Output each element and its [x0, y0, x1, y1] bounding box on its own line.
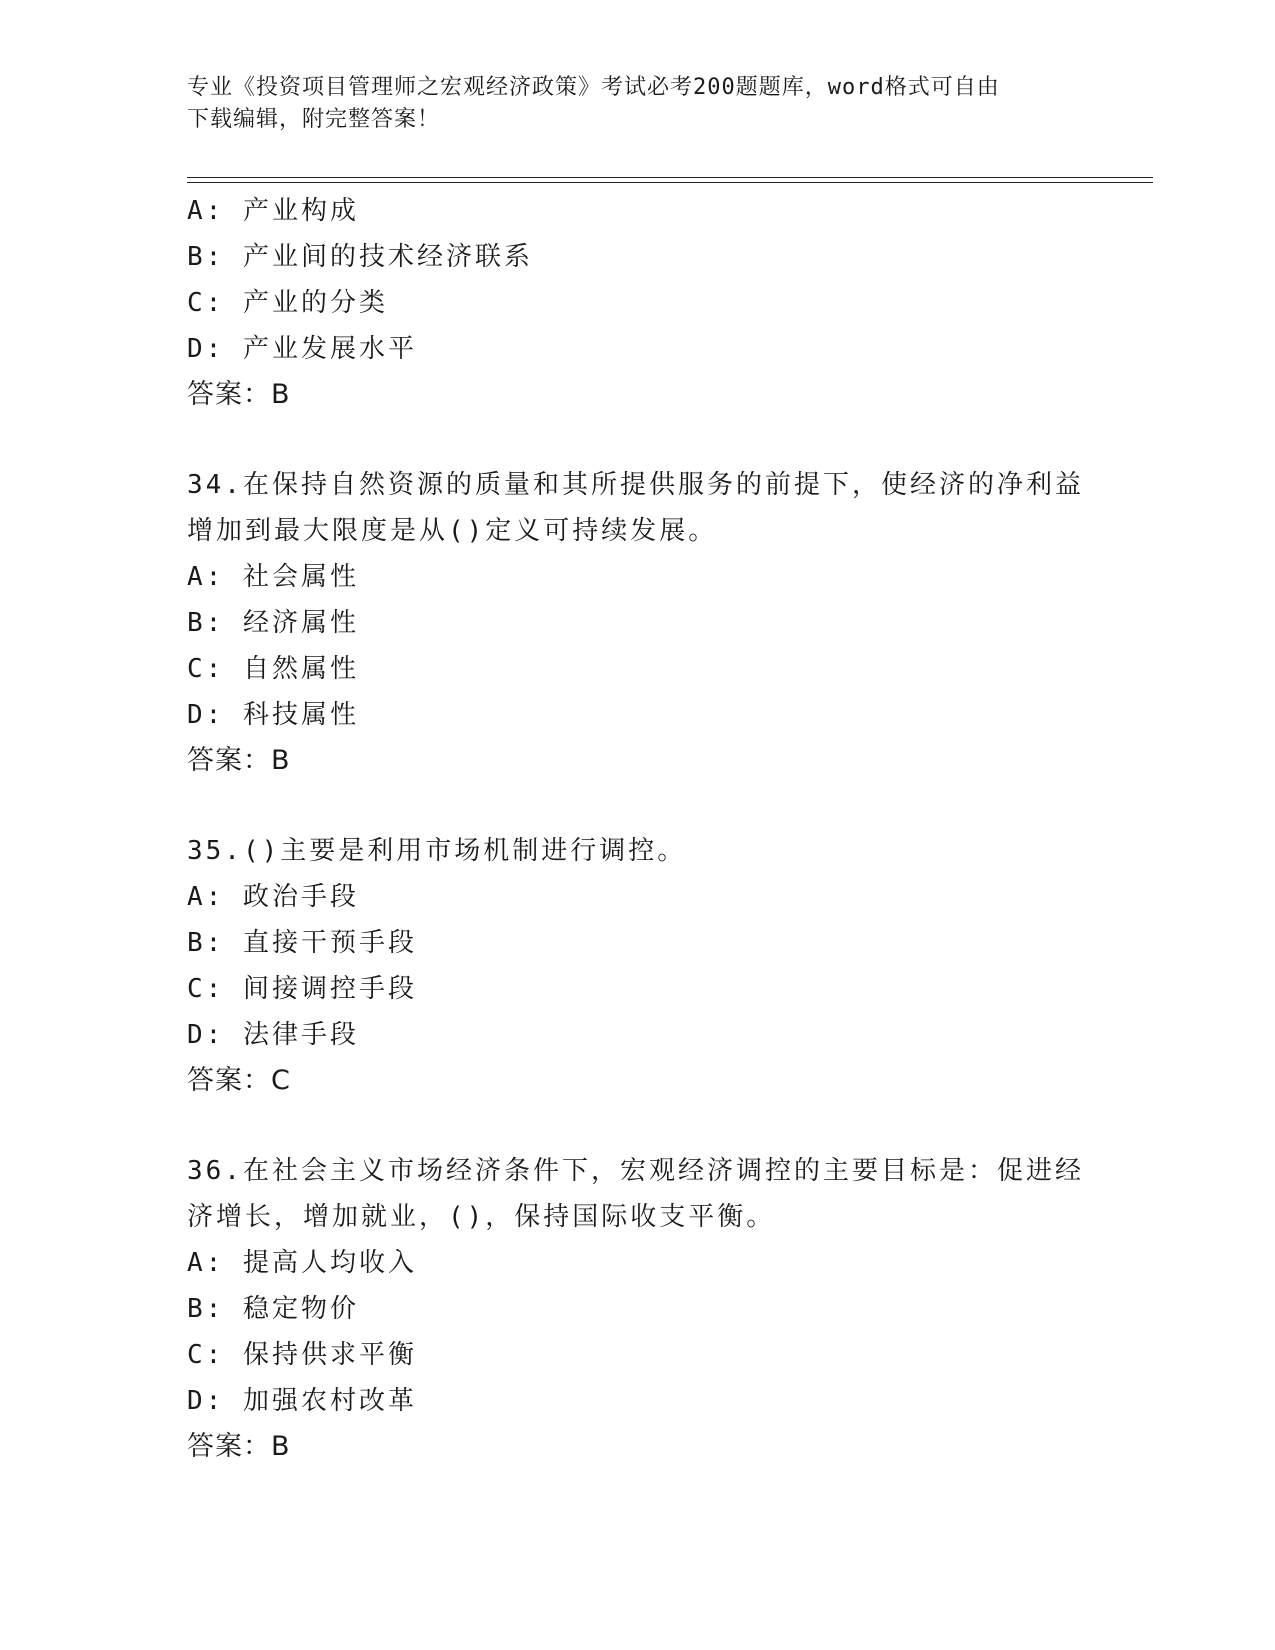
question-35 — [187, 828, 1087, 1104]
question-stem-line-1: 36.在社会主义市场经济条件下，宏观经济调控的主要目标是：促进经 — [187, 1156, 1084, 1186]
question-stem-line-1: 35.()主要是利用市场机制进行调控。 — [187, 836, 687, 866]
spacer — [187, 784, 1087, 828]
option-b: B: 产业间的技术经济联系 — [187, 242, 533, 272]
document-header — [187, 72, 1087, 136]
answer-line: 答案：C — [187, 1065, 291, 1096]
option-b: B: 直接干预手段 — [187, 928, 417, 958]
option-a: A: 产业构成 — [187, 196, 359, 226]
option-b: B: 经济属性 — [187, 608, 359, 638]
spacer — [187, 418, 1087, 462]
header-line-2: 下载编辑，附完整答案！ — [187, 107, 441, 132]
question-list — [187, 188, 1087, 1470]
header-divider-bottom — [187, 182, 1153, 183]
option-d: D: 加强农村改革 — [187, 1386, 417, 1416]
option-a: A: 政治手段 — [187, 882, 359, 912]
header-line-1: 专业《投资项目管理师之宏观经济政策》考试必考200题题库，word格式可自由 — [187, 75, 1000, 100]
question-stem-line-1: 34.在保持自然资源的质量和其所提供服务的前提下，使经济的净利益 — [187, 470, 1084, 500]
question-33 — [187, 188, 1087, 418]
answer-line: 答案：B — [187, 1431, 291, 1462]
option-b: B: 稳定物价 — [187, 1294, 359, 1324]
option-d: D: 科技属性 — [187, 700, 359, 730]
option-c: C: 产业的分类 — [187, 288, 388, 318]
option-d: D: 产业发展水平 — [187, 334, 417, 364]
spacer — [187, 1104, 1087, 1148]
option-c: C: 自然属性 — [187, 654, 359, 684]
question-36 — [187, 1148, 1087, 1470]
option-d: D: 法律手段 — [187, 1020, 359, 1050]
answer-line: 答案：B — [187, 379, 291, 410]
answer-line: 答案：B — [187, 745, 291, 776]
question-34 — [187, 462, 1087, 784]
question-stem-line-2: 增加到最大限度是从()定义可持续发展。 — [187, 516, 718, 546]
option-c: C: 保持供求平衡 — [187, 1340, 417, 1370]
option-a: A: 提高人均收入 — [187, 1248, 417, 1278]
header-divider-top — [187, 177, 1153, 178]
question-stem-line-2: 济增长，增加就业，()，保持国际收支平衡。 — [187, 1202, 776, 1232]
option-a: A: 社会属性 — [187, 562, 359, 592]
option-c: C: 间接调控手段 — [187, 974, 417, 1004]
